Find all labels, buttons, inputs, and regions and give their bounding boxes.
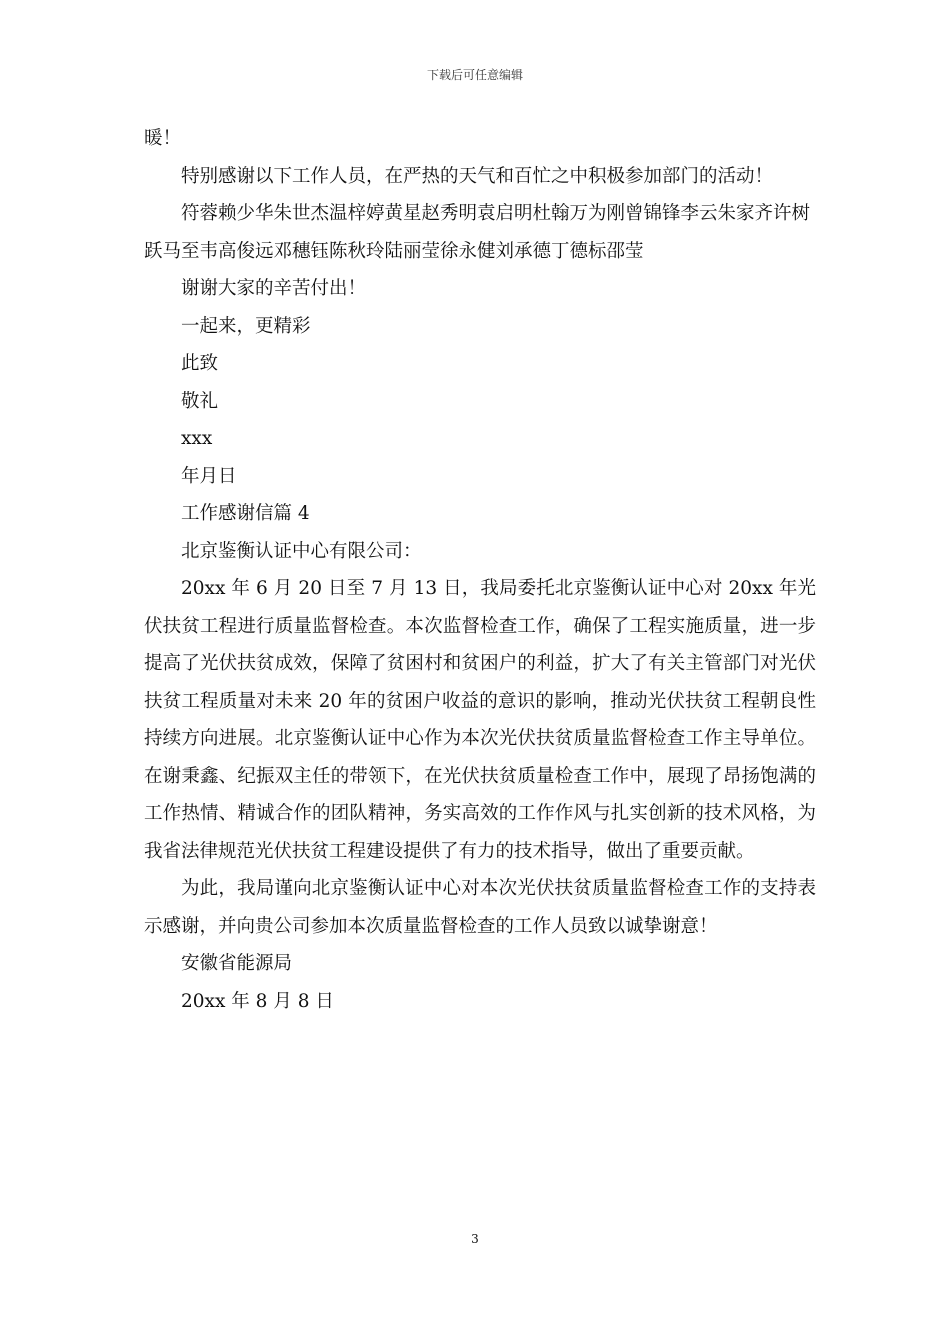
signature-name: xxx	[181, 428, 213, 449]
paragraph-staff-names: 符蓉赖少华朱世杰温梓婷黄星赵秀明袁启明杜翰万为刚曾锦锋李云朱家齐许树跃马至韦高俊远邓穗钰陈秋玲陆丽莹徐永健刘承德丁德标邵莹	[144, 203, 811, 262]
section-title: 工作感谢信篇 4	[181, 503, 310, 524]
closing-cizhi: 此致	[181, 353, 219, 374]
letter-salutation: 北京鉴衡认证中心有限公司：	[181, 540, 422, 562]
signature-date: 年月日	[181, 465, 237, 487]
paragraph-thanks-effort: 谢谢大家的辛苦付出！	[181, 278, 367, 299]
letter-body-main: 20xx 年 6 月 20 日至 7 月 13 日，我局委托北京鉴衡认证中心对 20xx 年光伏扶贫工程进行质量监督检查。本次监督检查工作，确保了工程实施质量，进一步提高了光伏扶贫成效，保障了贫困村和贫困户的利益，扩大了有关主管部门对光伏扶贫工程质量对未来 20 年的贫困户收益的意识的影响，推动光伏扶贫工程朝良性持续方向进展。北京鉴衡认证中心作为本次光伏扶贫质量监督检查工作主导单位。在谢秉鑫、纪振双主任的带领下，在光伏扶贫质量检查工作中，展现了昂扬饱满的工作热情、精诚合作的团队精神，务实高效的工作作风与扎实创新的技术风格，为我省法律规范光伏扶贫工程建设提供了有力的技术指导，做出了重要贡献。	[144, 578, 816, 862]
paragraph-thanks-staff: 特别感谢以下工作人员，在严热的天气和百忙之中积极参加部门的活动！	[181, 165, 774, 187]
letter-signature-org: 安徽省能源局	[181, 953, 293, 974]
closing-jingli: 敬礼	[181, 390, 219, 412]
paragraph-slogan: 一起来，更精彩	[181, 315, 311, 337]
page-number: 3	[471, 1232, 479, 1246]
letter-signature-date: 20xx 年 8 月 8 日	[181, 990, 334, 1012]
paragraph-continuation: 暖！	[144, 128, 182, 149]
letter-body-thanks: 为此，我局谨向北京鉴衡认证中心对本次光伏扶贫质量监督检查工作的支持表示感谢，并向贵公司参加本次质量监督检查的工作人员致以诚挚谢意！	[144, 878, 816, 937]
page-header: 下载后可任意编辑	[426, 68, 523, 82]
document-body	[144, 120, 816, 1020]
